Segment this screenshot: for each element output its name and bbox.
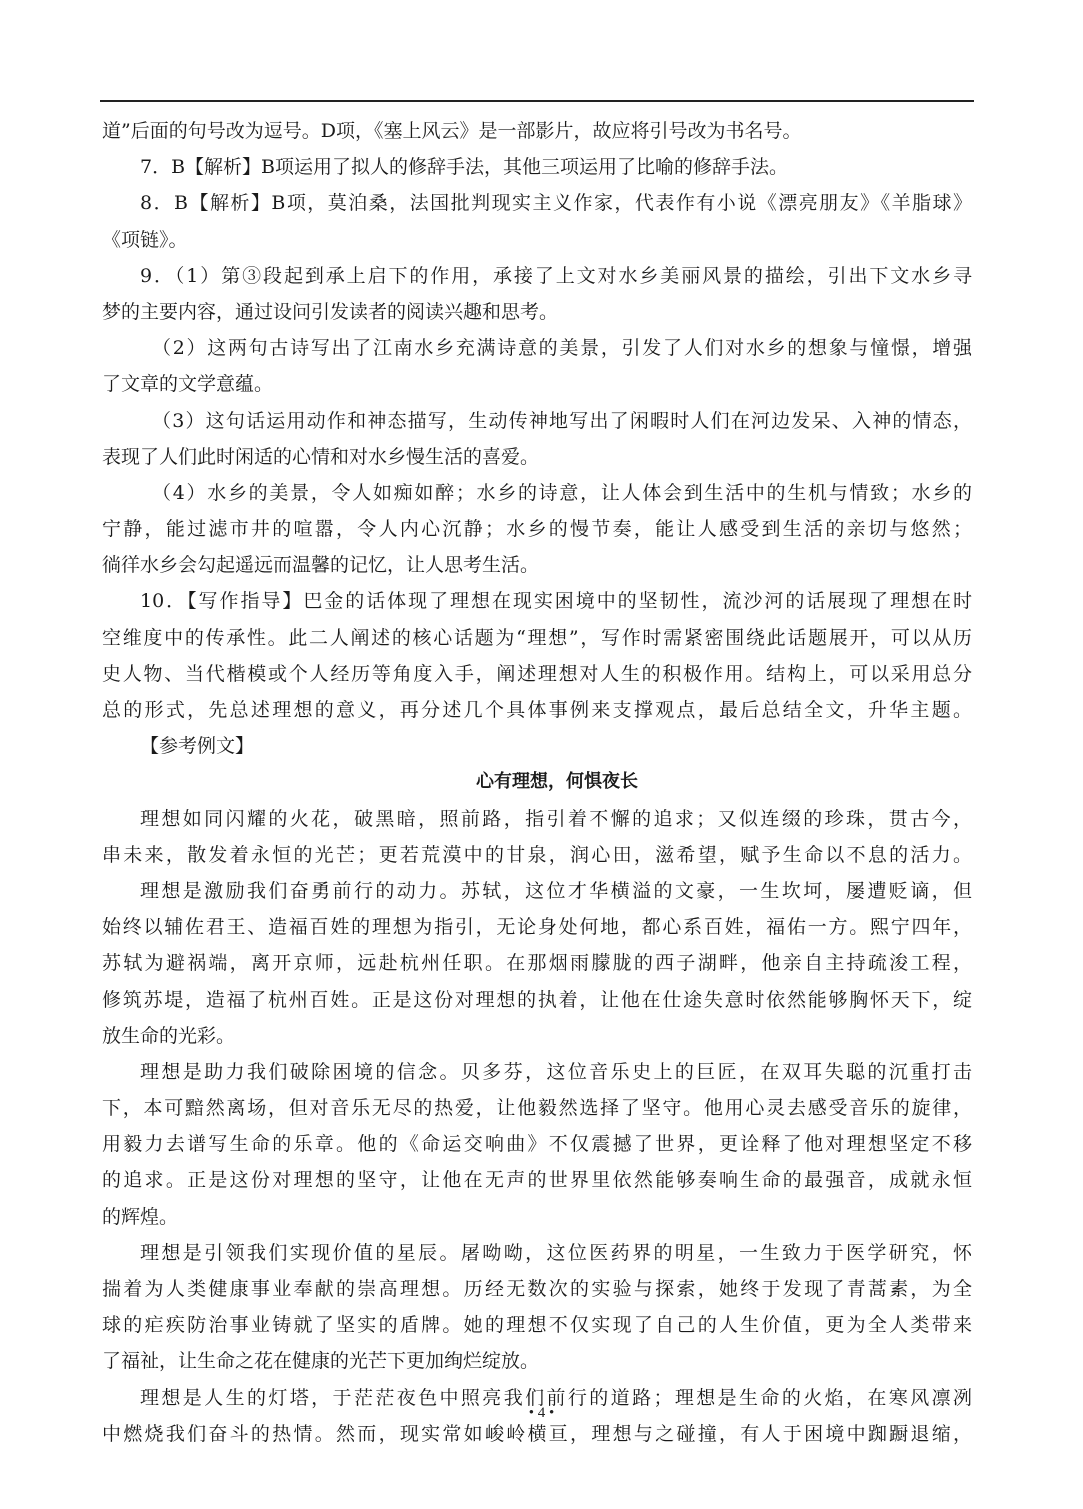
- document-body: [102, 113, 972, 1452]
- text-line: 下，本可黯然离场，但对音乐无尽的热爱，让他毅然选择了坚守。他用心灵去感受音乐的旋律，: [102, 1097, 972, 1120]
- text-line: 用毅力去谱写生命的乐章。他的《命运交响曲》不仅震撼了世界，更诠释了他对理想坚定不移: [102, 1133, 972, 1156]
- text-line: 串未来，散发着永恒的光芒；更若荒漠中的甘泉，润心田，滋希望，赋予生命以不息的活力。: [102, 843, 972, 866]
- text-line: 中燃烧我们奋斗的热情。然而，现实常如峻岭横亘，理想与之碰撞，有人于困境中踟蹰退缩，: [102, 1422, 972, 1445]
- page-number: • 4 •: [528, 1405, 555, 1421]
- text-line: 表现了人们此时闲适的心情和对水乡慢生活的喜爱。: [102, 445, 540, 468]
- text-line: 宁静，能过滤市井的喧嚣，令人内心沉静；水乡的慢节奏，能让人感受到生活的亲切与悠然；: [102, 518, 972, 541]
- text-line: 理想是助力我们破除困境的信念。贝多芬，这位音乐史上的巨匠，在双耳失聪的沉重打击: [140, 1060, 972, 1083]
- text-line: 史人物、当代楷模或个人经历等角度入手，阐述理想对人生的积极作用。结构上，可以采用总分: [102, 662, 972, 685]
- essay-title: 心有理想，何惧夜长: [476, 771, 638, 793]
- text-line: 总的形式，先总述理想的意义，再分述几个具体事例来支撑观点，最后总结全文，升华主题。: [102, 699, 972, 721]
- text-line: 修筑苏堤，造福了杭州百姓。正是这份对理想的执着，让他在仕途失意时依然能够胸怀天下，绽: [102, 988, 972, 1011]
- text-line: 10．【写作指导】巴金的话体现了理想在现实困境中的坚韧性，流沙河的话展现了理想在时: [140, 590, 972, 613]
- text-line: 了文章的文学意蕴。: [102, 373, 274, 396]
- text-line: 《项链》。: [102, 228, 188, 251]
- text-line: 了福祉，让生命之花在健康的光芒下更加绚烂绽放。: [102, 1350, 540, 1373]
- text-line: （2）这两句古诗写出了江南水乡充满诗意的美景，引发了人们对水乡的想象与憧憬，增强: [152, 337, 972, 360]
- text-line: 空维度中的传承性。此二人阐述的核心话题为“理想”，写作时需紧密围绕此话题展开，可以从历: [102, 626, 972, 649]
- text-line: 理想是引领我们实现价值的星辰。屠呦呦，这位医药界的明星，一生致力于医学研究，怀: [140, 1241, 972, 1264]
- text-line: 揣着为人类健康事业奉献的崇高理想。历经无数次的实验与探索，她终于发现了青蒿素，为全: [102, 1278, 972, 1300]
- header-rule: [100, 100, 974, 102]
- text-line: 的辉煌。: [102, 1205, 179, 1228]
- text-line: 8．B【解析】B项，莫泊桑，法国批判现实主义作家，代表作有小说《漂亮朋友》《羊脂球》: [140, 192, 972, 215]
- text-line: 7．B【解析】B项运用了拟人的修辞手法，其他三项运用了比喻的修辞手法。: [140, 156, 789, 179]
- text-line: 始终以辅佐君王、造福百姓的理想为指引，无论身处何地，都心系百姓，福佑一方。熙宁四年，: [102, 916, 972, 939]
- text-line: 【参考例文】: [140, 735, 255, 758]
- text-line: 理想是人生的灯塔，于茫茫夜色中照亮我们前行的道路；理想是生命的火焰，在寒风凛冽: [140, 1386, 972, 1409]
- text-line: 理想是激励我们奋勇前行的动力。苏轼，这位才华横溢的文豪，一生坎坷，屡遭贬谪，但: [140, 879, 972, 902]
- text-line: 放生命的光彩。: [102, 1024, 236, 1047]
- text-line: 球的疟疾防治事业铸就了坚实的盾牌。她的理想不仅实现了自己的人生价值，更为全人类带来: [102, 1314, 972, 1337]
- text-line: 道”后面的句号改为逗号。D项，《塞上风云》是一部影片，故应将引号改为书名号。: [102, 120, 802, 142]
- text-line: 梦的主要内容，通过设问引发读者的阅读兴趣和思考。: [102, 300, 559, 323]
- text-line: 徜徉水乡会勾起遥远而温馨的记忆，让人思考生活。: [102, 554, 540, 577]
- text-line: 理想如同闪耀的火花，破黑暗，照前路，指引着不懈的追求；又似连缀的珍珠，贯古今，: [140, 807, 972, 830]
- text-line: （3）这句话运用动作和神态描写，生动传神地写出了闲暇时人们在河边发呆、入神的情态，: [152, 409, 972, 432]
- text-line: 的追求。正是这份对理想的坚守，让他在无声的世界里依然能够奏响生命的最强音，成就永恒: [102, 1169, 972, 1192]
- text-line: （4）水乡的美景，令人如痴如醉；水乡的诗意，让人体会到生活中的生机与情致；水乡的: [152, 481, 972, 504]
- text-line: 9．（1）第③段起到承上启下的作用，承接了上文对水乡美丽风景的描绘，引出下文水乡寻: [140, 264, 972, 287]
- text-line: 苏轼为避祸端，离开京师，远赴杭州任职。在那烟雨朦胧的西子湖畔，他亲自主持疏浚工程，: [102, 952, 972, 975]
